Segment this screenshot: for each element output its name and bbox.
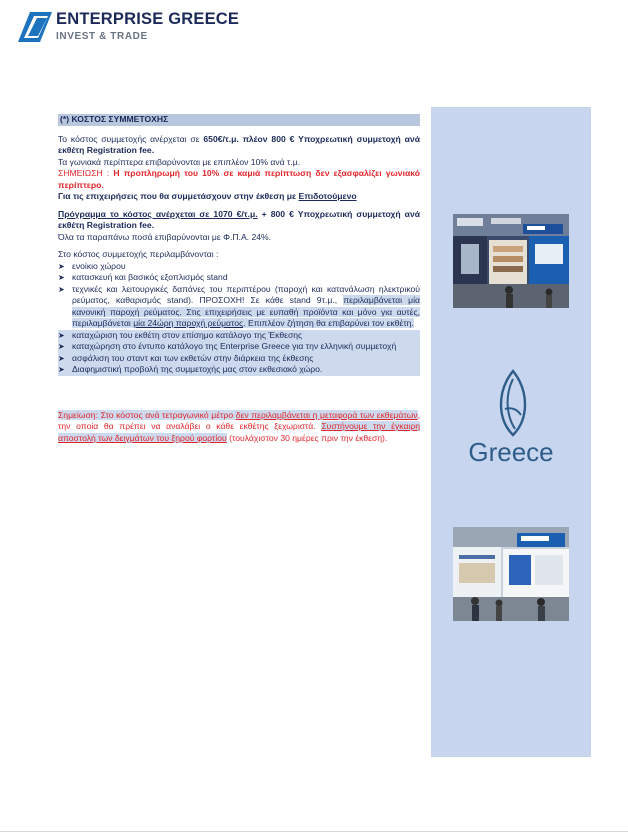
cost-text: Το κόστος συμμετοχής ανέρχεται σε [58,133,204,144]
arrow-bullet-icon: ➤ [58,284,65,294]
list-item: ➤ τεχνικές και λειτουργικές δαπάνες του περιπτέρου (παροχή και κατανάλωση ηλεκτρικού ρεύματος, καθαρισμός stand). ΠΡΟΣΟΧΗ! Σε κάθε stand 9τ.μ., περιλαμβάνεται μία κανονική παροχή ρεύματος. Στις επιχειρήσεις με ευπαθή προϊόντα και μόνο για αυτές, περιλαμβάνεται μία 24ώρη παροχή ρεύματος. Επιπλέον ζήτηση θα επιβαρύνει τον εκθέτη. [58,283,420,328]
section-heading: (*) ΚΟΣΤΟΣ ΣΥΜΜΕΤΟΧΗΣ [58,114,420,126]
exhibition-hall-photo [453,527,569,621]
subsidized-paragraph [58,191,420,203]
includes-intro: Στο κόστος συμμετοχής περιλαμβάνονται : [58,249,219,259]
greece-leaf-icon [493,369,533,437]
list-item: ➤ ασφάλιση του σταντ και των εκθετών στην διάρκεια της έκθεσης [58,353,420,365]
enterprise-greece-logo [18,10,248,44]
document-body [58,114,420,444]
arrow-bullet-icon: ➤ [58,273,65,282]
arrow-bullet-icon: ➤ [58,342,65,351]
note-text: Η προπληρωμή του 10% σε καμιά περίπτωση δεν εξασφαλίζει γωνιακό περίπτερο. [58,168,420,190]
list-item: ➤ ενοίκιο χώρου [58,260,126,271]
sidebar-panel [431,107,591,757]
program-paragraph [58,209,420,232]
list-item: ➤ καταχώριση του εκθέτη στον επίσημο κατάλογο της Έκθεσης [58,330,420,342]
subsidized-link-text: Επιδοτούμενο [298,191,357,201]
list-item: ➤ κατασκευή και βασικός εξοπλισμός stand [58,272,228,282]
logo-mark-icon [18,12,52,42]
list-item: ➤ Διαφημιστική προβολή της συμμετοχής μας στον εκθεσιακό χώρο. [58,364,420,376]
shipping-note: Σημείωση: Στο κόστος ανά τετραγωνικό μέτρο δεν περιλαμβάνεται η μεταφορά των εκθεμάτων, την οποία θα πρέπει να αναλάβει ο κάθε εκθέτης ξεχωριστά. Συστήνουμε την έγκαιρη αποστολή των δειγμάτων του ξηρού φορτίου (τουλάχιστον 30 ημέρες πριν την έκθεση). [58,409,420,443]
program-cost: Πρόγραμμα το κόστος ανέρχεται σε 1070 €/τ.μ. [58,208,258,219]
cost-paragraph [58,134,420,157]
page-bottom-rule [0,831,628,832]
vat-text: Όλα τα παραπάνω ποσά επιβαρύνονται με Φ.Π.Α. 24%. [58,231,272,242]
arrow-bullet-icon: ➤ [58,261,65,271]
logo-tagline: INVEST & TRADE [56,31,148,42]
arrow-bullet-icon: ➤ [58,330,65,340]
arrow-bullet-icon: ➤ [58,353,65,363]
exhibition-stand-photo [453,214,569,308]
includes-list [58,261,420,376]
logo-name: ENTERPRISE GREECE [56,10,240,28]
list-item: ➤ καταχώρηση στο έντυπο κατάλογο της Enterprise Greece για την ελληνική συμμετοχή [58,341,420,353]
program-registration: + 800 € Υποχρεωτική συμμετοχή ανά εκθέτη Registration fee. [58,208,421,230]
cost-amount: 650€/τ.μ. πλέον 800 € Υποχρεωτική συμμετοχή ανά εκθέτη Registration fee. [58,133,420,155]
note-label: ΣΗΜΕΙΩΣΗ : [58,168,114,178]
corner-stand-text: Τα γωνιακά περίπτερα επιβαρύνονται με επιπλέον 10% ανά τ.μ. [58,156,301,167]
note-paragraph [58,168,420,191]
arrow-bullet-icon: ➤ [58,365,65,374]
greece-brand-word: Greece [468,437,554,467]
subsidized-text: Για τις επιχειρήσεις που θα συμμετάσχουν στην έκθεση με [58,191,299,201]
